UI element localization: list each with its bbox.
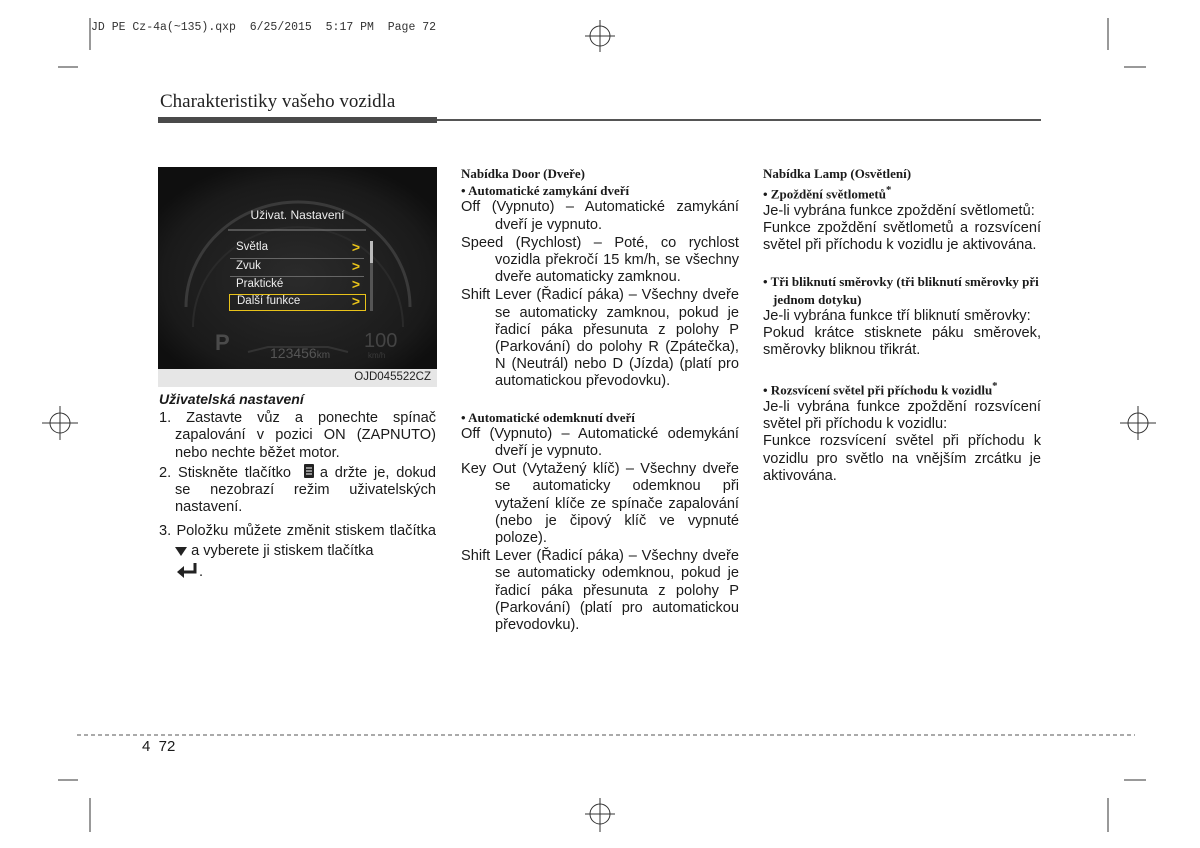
step-3-text-c: . (199, 564, 204, 581)
odometer-unit: km (316, 350, 331, 361)
odometer-value: 123456 (270, 345, 317, 361)
asterisk: * (886, 184, 892, 197)
menu-button-icon (302, 464, 316, 479)
menu-item-label: Další funkce (237, 295, 301, 307)
step-2 (159, 464, 436, 517)
column-3 (763, 165, 1041, 485)
one-touch-turn-text-2: Pokud krátce stisknete páku směrovek, směrovky bliknou třikrát. (763, 324, 1041, 359)
auto-unlock-key-out: Key Out (Vytažený klíč) – Všechny dveře se automaticky odemknou při vytažení klíče ze spínače zapalování (nebo je čipový klíč ve vypnuté poloze). (461, 461, 739, 547)
menu-item-label: Zvuk (236, 260, 261, 272)
one-touch-turn-text-1: Je-li vybrána funkce tří bliknutí směrovky: (763, 307, 1031, 324)
auto-lock-shift-lever: Shift Lever (Řadicí páka) – Všechny dveře se automaticky zamknou, pokud je řadicí páka přesunuta z polohy P (Parkování) do polohy R (Zpátečka), N (Neutrál) nebo D (Jízda) (platí pro automatickou převodovku). (461, 287, 739, 390)
headlight-delay-text-2: Funkce zpoždění světlometů a rozsvícení světel při příchodu k vozidlu je aktivována. (763, 219, 1041, 254)
page-number: 4 72 (142, 738, 176, 755)
lamp-menu-heading: Nabídka Lamp (Osvětlení) (763, 166, 912, 181)
screen-title: Uživat. Nastavení (250, 208, 345, 222)
welcome-light-text-2: Funkce rozsvícení světel při příchodu k vozidlu pro světlo na vnějším zrcátku je aktivována. (763, 433, 1041, 484)
chevron-right-icon: > (351, 239, 360, 255)
auto-unlock-heading: • Automatické odemknutí dveří (461, 409, 635, 425)
enter-icon (175, 561, 199, 579)
title-rule (437, 119, 1041, 121)
chevron-right-icon: > (351, 293, 360, 309)
door-menu-heading: Nabídka Door (Dveře) (461, 166, 585, 181)
auto-lock-speed: Speed (Rychlost) – Poté, co rychlost vozidla překročí 15 km/h, se všechny dveře automaticky zamknou. (461, 234, 739, 286)
step-2-text-b: a držte je, dokud se nezobrazí režim uživatelských nastavení. (175, 464, 437, 516)
chevron-right-icon: > (351, 258, 360, 274)
odometer (270, 345, 330, 361)
menu-item-svetla (228, 240, 366, 256)
headlight-delay-heading (763, 182, 1041, 203)
auto-lock-off: Off (Vypnuto) – Automatické zamykání dveří je vypnuto. (461, 199, 739, 233)
welcome-light-heading (763, 378, 1041, 399)
column-2 (461, 165, 739, 634)
down-arrow-icon (175, 546, 187, 556)
section-title: Charakteristiky vašeho vozidla (160, 91, 396, 112)
step-1: 1. Zastavte vůz a ponechte spínač zapalování v pozici ON (ZAPNUTO) nebo nechte běžet motor. (159, 410, 436, 461)
headlight-delay-text-1: Je-li vybrána funkce zpoždění světlometů: (763, 202, 1035, 219)
step-3-text-b: a vyberete ji stiskem tlačítka (191, 543, 374, 560)
title-bar (158, 117, 437, 123)
asterisk: * (992, 380, 998, 393)
speed-unit: km/h (368, 351, 386, 360)
speed-value: 100 (364, 330, 398, 352)
headlight-delay-title: • Zpoždění světlometů (763, 186, 886, 202)
step-3 (159, 521, 436, 582)
gear-indicator: P (215, 330, 230, 355)
step-3-text-a: 3. Položku můžete změnit stiskem tlačítka (159, 523, 436, 540)
chevron-right-icon: > (351, 276, 360, 292)
auto-unlock-off: Off (Vypnuto) – Automatické odemykání dveří je vypnuto. (461, 425, 739, 460)
cluster-display-figure (158, 167, 437, 369)
welcome-light-text-1: Je-li vybrána funkce zpoždění rozsvícení světel při příchodu k vozidlu: (763, 398, 1041, 433)
column-1 (159, 391, 436, 582)
menu-item-prakticke (228, 277, 366, 293)
figure-caption-bar (158, 369, 437, 387)
menu-item-zvuk (228, 259, 366, 275)
menu-item-label: Praktické (236, 278, 284, 290)
menu-item-dalsi-funkce-selected (229, 294, 366, 311)
step-2-text-a: 2. Stiskněte tlačítko (159, 464, 292, 481)
user-settings-heading: Uživatelská nastavení (159, 391, 304, 407)
menu-item-label: Světla (236, 241, 268, 253)
one-touch-turn-heading: • Tři bliknutí směrovky (tři bliknutí směrovky při jednom dotyku) (763, 274, 1039, 307)
welcome-light-title: • Rozsvícení světel při příchodu k vozidlu (763, 382, 993, 398)
print-header: JD PE Cz-4a(~135).qxp 6/25/2015 5:17 PM Page 72 (91, 21, 437, 34)
auto-lock-heading: • Automatické zamykání dveří (461, 183, 630, 199)
auto-unlock-shift-lever: Shift Lever (Řadicí páka) – Všechny dveře se automaticky odemknou, pokud je řadicí páka přesunuta z polohy P (Parkování) (platí pro automatickou převodovku). (461, 548, 739, 634)
figure-code: OJD045522CZ (354, 371, 431, 383)
